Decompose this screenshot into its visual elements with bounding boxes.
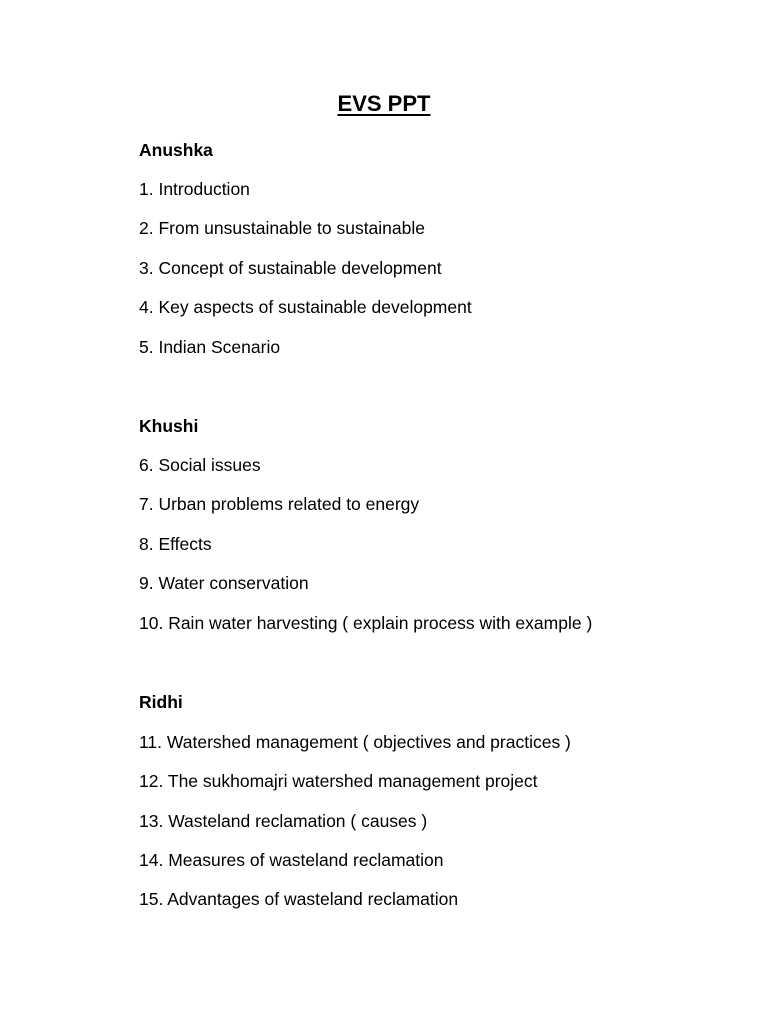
list-item: 10. Rain water harvesting ( explain process with example ) xyxy=(139,613,593,633)
section-heading-khushi: Khushi xyxy=(139,416,199,436)
list-item: 12. The sukhomajri watershed management project xyxy=(139,771,538,791)
list-item: 11. Watershed management ( objectives and practices ) xyxy=(139,732,571,752)
section-heading-ridhi: Ridhi xyxy=(139,692,183,712)
list-item: 6. Social issues xyxy=(139,455,261,475)
list-item: 2. From unsustainable to sustainable xyxy=(139,218,425,238)
list-item: 8. Effects xyxy=(139,534,212,554)
list-item: 1. Introduction xyxy=(139,179,250,199)
list-item: 15. Advantages of wasteland reclamation xyxy=(139,889,459,909)
list-item: 13. Wasteland reclamation ( causes ) xyxy=(139,811,428,831)
list-item: 5. Indian Scenario xyxy=(139,337,281,357)
list-item: 14. Measures of wasteland reclamation xyxy=(139,850,444,870)
section-heading-anushka: Anushka xyxy=(139,140,213,160)
list-item: 4. Key aspects of sustainable development xyxy=(139,297,472,317)
page-title: EVS PPT xyxy=(337,91,431,116)
list-item: 9. Water conservation xyxy=(139,573,309,593)
list-item: 7. Urban problems related to energy xyxy=(139,494,420,514)
list-item: 3. Concept of sustainable development xyxy=(139,258,442,278)
